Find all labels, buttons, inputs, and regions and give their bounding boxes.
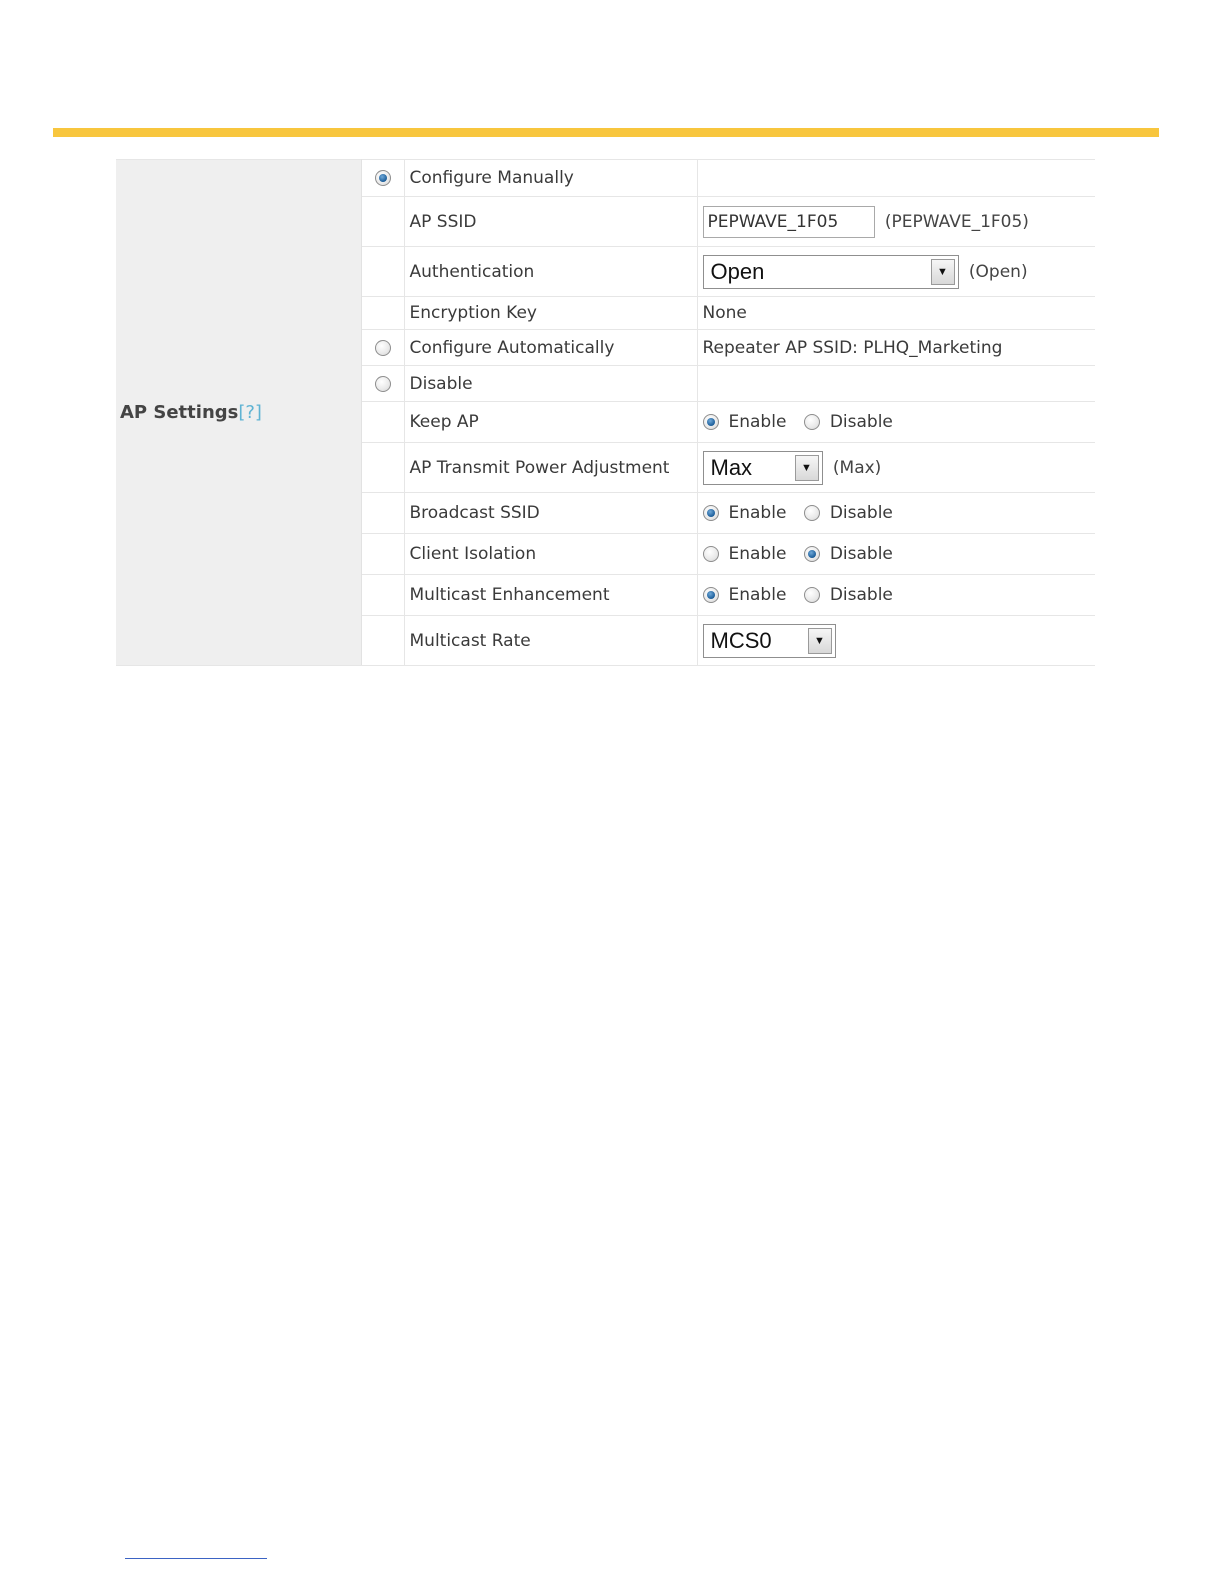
tx-power-selected: Max — [710, 454, 753, 480]
keep-ap-enable-label: Enable — [728, 412, 787, 432]
disable-label: Disable — [404, 366, 697, 402]
configure-manually-label: Configure Manually — [404, 160, 697, 197]
disable-radio[interactable] — [375, 376, 391, 392]
client-isolation-disable-label: Disable — [829, 544, 893, 564]
ap-settings-table — [116, 159, 1095, 666]
footnote-separator — [125, 1558, 267, 1559]
header-accent-bar — [53, 128, 1159, 137]
tx-power-current: (Max) — [832, 457, 882, 478]
section-label-cell — [116, 160, 361, 666]
tx-power-label: AP Transmit Power Adjustment — [404, 443, 697, 493]
broadcast-ssid-label: Broadcast SSID — [404, 493, 697, 534]
configure-manually-radio[interactable] — [375, 170, 391, 186]
chevron-down-icon[interactable]: ▼ — [931, 259, 955, 285]
client-isolation-disable-radio[interactable] — [804, 546, 820, 562]
multicast-enhancement-disable-radio[interactable] — [804, 587, 820, 603]
authentication-selected: Open — [710, 258, 765, 284]
client-isolation-label: Client Isolation — [404, 534, 697, 575]
ap-ssid-label: AP SSID — [404, 197, 697, 247]
encryption-key-value: None — [697, 297, 1095, 330]
broadcast-ssid-enable-radio[interactable] — [703, 505, 719, 521]
broadcast-ssid-disable-radio[interactable] — [804, 505, 820, 521]
broadcast-ssid-enable-label: Enable — [728, 503, 787, 523]
multicast-rate-selected: MCS0 — [710, 627, 772, 653]
keep-ap-disable-label: Disable — [829, 412, 893, 432]
broadcast-ssid-disable-label: Disable — [829, 503, 893, 523]
chevron-down-icon[interactable]: ▼ — [808, 628, 832, 654]
chevron-down-icon[interactable]: ▼ — [795, 455, 819, 481]
multicast-rate-select[interactable] — [703, 624, 836, 658]
ap-ssid-current: (PEPWAVE_1F05) — [884, 211, 1029, 232]
multicast-enhancement-enable-radio[interactable] — [703, 587, 719, 603]
multicast-enhancement-label: Multicast Enhancement — [404, 575, 697, 616]
tx-power-select[interactable] — [703, 451, 823, 485]
authentication-select[interactable] — [703, 255, 959, 289]
help-link[interactable]: [?] — [238, 402, 262, 423]
configure-automatically-radio[interactable] — [375, 340, 391, 356]
multicast-enhancement-enable-label: Enable — [728, 585, 787, 605]
keep-ap-enable-radio[interactable] — [703, 414, 719, 430]
client-isolation-enable-label: Enable — [728, 544, 787, 564]
authentication-current: (Open) — [968, 261, 1028, 282]
client-isolation-enable-radio[interactable] — [703, 546, 719, 562]
section-title: AP Settings — [120, 402, 239, 423]
authentication-label: Authentication — [404, 247, 697, 297]
keep-ap-label: Keep AP — [404, 402, 697, 443]
ap-ssid-input[interactable] — [703, 206, 875, 238]
encryption-key-label: Encryption Key — [404, 297, 697, 330]
row-configure-manually — [116, 160, 1095, 197]
multicast-rate-label: Multicast Rate — [404, 616, 697, 666]
configure-automatically-label: Configure Automatically — [404, 330, 697, 366]
repeater-ssid-info: Repeater AP SSID: PLHQ_Marketing — [697, 330, 1095, 366]
keep-ap-disable-radio[interactable] — [804, 414, 820, 430]
multicast-enhancement-disable-label: Disable — [829, 585, 893, 605]
